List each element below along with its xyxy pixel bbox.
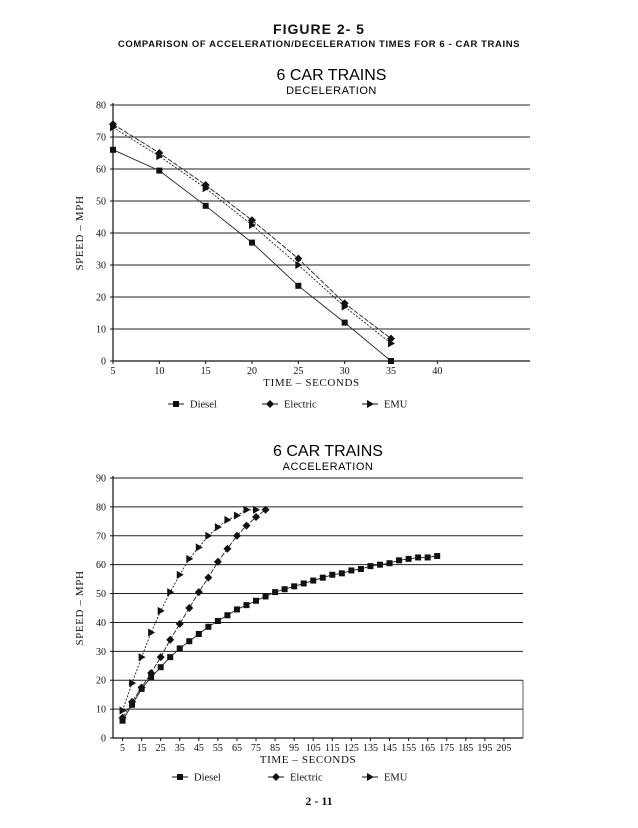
x-axis-label: TIME – SECONDS — [263, 377, 360, 389]
data-point — [167, 588, 174, 596]
x-tick-label: 145 — [382, 743, 398, 754]
data-point — [396, 557, 402, 563]
data-point — [406, 556, 412, 562]
data-point — [215, 523, 222, 531]
data-point — [186, 555, 193, 563]
data-point — [387, 560, 393, 566]
chart-subtitle: ACCELERATION — [282, 461, 374, 473]
series-diesel — [120, 553, 441, 724]
legend-label: Diesel — [194, 772, 221, 784]
legend-label: Electric — [284, 399, 317, 411]
data-point — [204, 574, 212, 582]
data-point — [348, 567, 354, 573]
legend-label: Diesel — [190, 399, 217, 411]
data-point — [253, 598, 259, 604]
x-tick-label: 25 — [293, 366, 304, 377]
x-tick-label: 15 — [136, 743, 147, 754]
x-tick-label: 35 — [386, 366, 396, 377]
data-point — [158, 607, 165, 615]
data-point — [425, 554, 431, 560]
x-tick-label: 155 — [401, 743, 417, 754]
page-number: 2 - 11 — [305, 794, 333, 808]
data-point — [377, 562, 383, 568]
data-point — [177, 645, 183, 651]
y-axis-label: SPEED – MPH — [74, 195, 86, 271]
x-tick-label: 105 — [305, 743, 321, 754]
data-point — [224, 516, 231, 524]
x-tick-label: 125 — [343, 743, 359, 754]
data-point — [291, 583, 297, 589]
y-tick-label: 80 — [96, 502, 106, 514]
y-tick-label: 30 — [96, 646, 106, 658]
y-tick-label: 70 — [96, 132, 106, 144]
x-tick-label: 115 — [324, 743, 340, 754]
data-point — [139, 653, 146, 661]
data-point — [120, 707, 127, 715]
x-tick-label: 15 — [200, 366, 211, 377]
x-tick-label: 205 — [496, 743, 512, 754]
legend-marker — [367, 773, 374, 781]
y-tick-label: 90 — [96, 473, 106, 485]
y-tick-label: 60 — [96, 560, 106, 572]
y-tick-label: 20 — [96, 675, 106, 687]
x-tick-label: 165 — [420, 743, 436, 754]
data-point — [234, 606, 240, 612]
x-tick-label: 25 — [155, 743, 166, 754]
figure-title: FIGURE 2- 5 — [273, 21, 365, 37]
data-point — [243, 602, 249, 608]
legend-marker — [272, 773, 280, 781]
x-tick-label: 195 — [477, 743, 493, 754]
x-axis-label: TIME – SECONDS — [259, 754, 357, 766]
x-tick-label: 10 — [154, 366, 165, 377]
data-point — [185, 604, 193, 612]
data-point — [166, 636, 174, 644]
y-tick-label: 80 — [96, 100, 106, 112]
data-point — [148, 629, 155, 637]
legend-label: EMU — [384, 772, 408, 784]
y-tick-label: 10 — [96, 704, 106, 716]
x-tick-label: 40 — [432, 366, 443, 377]
y-tick-label: 20 — [96, 292, 106, 304]
data-point — [234, 512, 241, 520]
y-tick-label: 70 — [96, 531, 106, 543]
x-tick-label: 85 — [270, 743, 281, 754]
y-tick-label: 40 — [96, 617, 106, 629]
x-tick-label: 20 — [247, 366, 257, 377]
data-point — [263, 593, 269, 599]
x-tick-label: 45 — [193, 743, 204, 754]
data-point — [282, 586, 288, 592]
data-point — [176, 620, 184, 628]
x-tick-label: 55 — [212, 743, 223, 754]
y-tick-label: 50 — [96, 196, 106, 208]
chart-subtitle: DECELERATION — [286, 85, 377, 97]
data-point — [158, 664, 164, 670]
data-point — [167, 654, 173, 660]
data-point — [205, 624, 211, 630]
chart-title: 6 CAR TRAINS — [273, 443, 383, 460]
x-tick-label: 175 — [439, 743, 455, 754]
y-tick-label: 60 — [96, 164, 106, 176]
y-axis-label: SPEED – MPH — [74, 570, 86, 646]
data-point — [301, 580, 307, 586]
x-tick-label: 35 — [174, 743, 185, 754]
data-point — [157, 653, 165, 661]
chart-title: 6 CAR TRAINS — [276, 67, 387, 84]
y-tick-label: 0 — [101, 356, 106, 368]
data-point — [186, 638, 192, 644]
data-point — [320, 575, 326, 581]
x-tick-label: 30 — [339, 366, 350, 377]
x-tick-label: 5 — [120, 743, 126, 754]
figure-subtitle: COMPARISON OF ACCELERATION/DECELERATION TIMES FOR 6 - CAR TRAINS — [117, 39, 521, 50]
data-point — [329, 572, 335, 578]
x-tick-label: 135 — [362, 743, 378, 754]
x-tick-label: 95 — [289, 743, 300, 754]
y-tick-label: 40 — [96, 228, 106, 240]
series-electric — [119, 506, 270, 722]
data-point — [196, 543, 203, 551]
data-point — [415, 554, 421, 560]
data-point — [358, 566, 364, 572]
x-tick-label: 185 — [458, 743, 474, 754]
data-point — [367, 563, 373, 569]
x-tick-label: 75 — [251, 743, 262, 754]
data-point — [310, 578, 316, 584]
data-point — [224, 612, 230, 618]
y-tick-label: 50 — [96, 589, 106, 601]
y-tick-label: 30 — [96, 260, 106, 272]
y-tick-label: 0 — [101, 733, 106, 745]
legend-label: EMU — [384, 399, 408, 411]
data-point — [195, 588, 203, 596]
data-point — [223, 545, 231, 553]
legend — [172, 773, 408, 784]
y-tick-label: 10 — [96, 324, 106, 336]
x-tick-label: 5 — [110, 366, 116, 377]
data-point — [177, 571, 184, 579]
data-point — [339, 570, 345, 576]
data-point — [196, 631, 202, 637]
data-point — [434, 553, 440, 559]
data-point — [215, 618, 221, 624]
legend-label: Electric — [290, 772, 323, 784]
x-tick-label: 65 — [231, 743, 242, 754]
legend-marker — [177, 774, 183, 780]
data-point — [272, 589, 278, 595]
